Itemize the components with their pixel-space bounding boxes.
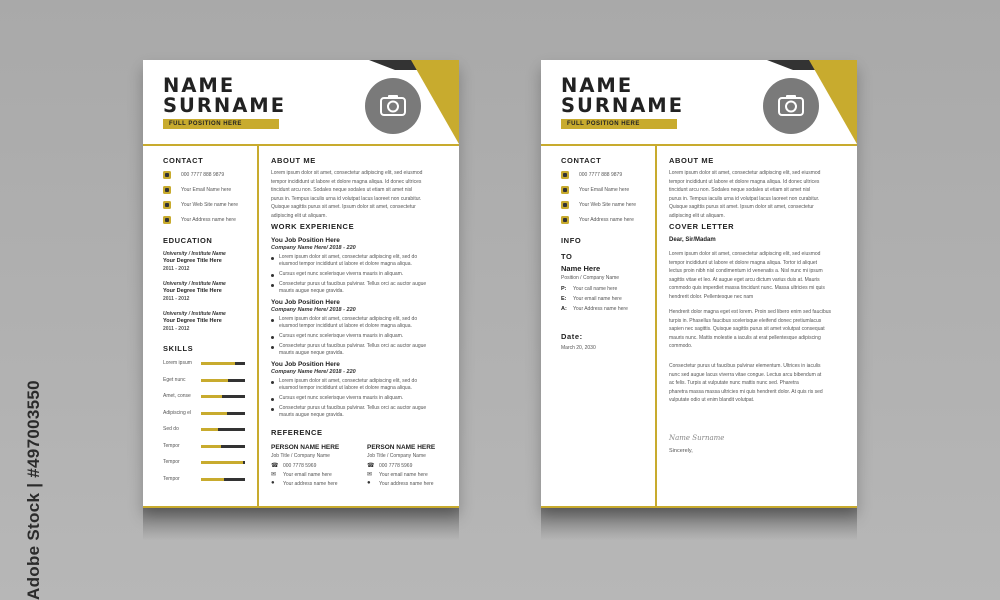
bullet-icon <box>271 346 274 349</box>
contact-heading: CONTACT <box>163 156 204 165</box>
info-phone: Your call name here <box>573 286 618 292</box>
skill-level-bar <box>201 461 245 464</box>
skill-level-bar <box>201 445 245 448</box>
location-icon <box>561 216 569 224</box>
info-heading: INFO <box>561 236 582 245</box>
reference-name: PERSON NAME HERE <box>367 444 436 451</box>
date-label: Date: <box>561 332 583 341</box>
resume-sheet <box>143 60 459 508</box>
reference-title: Job Title / Company Name <box>367 453 426 459</box>
recipient-name: Name Here <box>561 264 601 273</box>
education-years: 2011 - 2012 <box>163 266 190 272</box>
cover-name: NAME SURNAME <box>561 74 685 117</box>
skill-name: Tempor <box>163 459 180 465</box>
reference-address: Your address name here <box>379 481 434 487</box>
bullet-icon <box>271 319 274 322</box>
education-institute: University / Institute Name <box>163 281 226 287</box>
location-icon <box>163 216 171 224</box>
education-years: 2011 - 2012 <box>163 296 190 302</box>
cover-position-bar: FULL POSITION HERE <box>561 119 677 129</box>
education-degree: Your Degree Title Here <box>163 258 222 264</box>
reference-title: Job Title / Company Name <box>271 453 330 459</box>
skill-name: Eget nunc <box>163 376 186 383</box>
phone-icon <box>163 171 171 179</box>
info-address: Your Address name here <box>573 306 628 312</box>
contact-heading: CONTACT <box>561 156 602 165</box>
contact-web: Your Web Site name here <box>579 202 636 208</box>
phone-icon: ☎ <box>271 463 279 469</box>
web-icon <box>163 201 171 209</box>
job-bullet-text: Lorem ipsum dolor sit amet, consectetur adipiscing elit, sed do eiusmod tempor incididunt ut labore et dolore magna aliqua. <box>279 316 418 329</box>
job-company: Company Name Here/ 2018 - 220 <box>271 245 356 251</box>
info-email: Your email name here <box>573 296 622 302</box>
camera-icon <box>379 93 407 117</box>
contact-address: Your Address name here <box>579 217 634 223</box>
phone-icon: ☎ <box>367 463 375 469</box>
skill-level-bar <box>201 379 245 382</box>
skill-level-fill <box>201 362 235 365</box>
location-icon: ● <box>271 480 275 486</box>
reference-phone: 000 7778 5969 <box>379 463 413 469</box>
skill-level-bar <box>201 428 245 431</box>
bullet-icon <box>271 336 274 339</box>
info-to: TO <box>561 252 573 261</box>
resume-photo-placeholder[interactable] <box>365 78 421 134</box>
education-institute: University / Institute Name <box>163 311 226 317</box>
contact-email: Your Email Name here <box>579 187 630 193</box>
closing: Sincerely, <box>669 448 693 454</box>
email-icon <box>561 186 569 194</box>
bullet-icon <box>271 274 274 277</box>
job-bullet-text: Lorem ipsum dolor sit amet, consectetur adipiscing elit, sed do eiusmod tempor incididunt ut labore et dolore magna aliqua. <box>279 378 418 391</box>
contact-address: Your Address name here <box>181 217 236 223</box>
column-divider <box>257 144 259 508</box>
job-title: You Job Position Here <box>271 361 340 368</box>
skills-heading: SKILLS <box>163 344 194 353</box>
reference-email: Your email name here <box>283 472 332 478</box>
skill-level-fill <box>201 461 243 464</box>
education-heading: EDUCATION <box>163 236 213 245</box>
column-divider <box>655 144 657 508</box>
about-heading: ABOUT ME <box>271 156 316 165</box>
contact-web: Your Web Site name here <box>181 202 238 208</box>
salutation: Dear, Sir/Madam <box>669 237 716 243</box>
skill-level-bar <box>201 362 245 365</box>
skill-level-fill <box>201 395 222 398</box>
stock-id-watermark: Adobe Stock | #497003550 <box>24 380 43 600</box>
about-text: Lorem ipsum dolor sit amet, consectetur adipiscing elit, sed eiusmod tempor incididunt ut labore et dolore magna aliqua. Id donec ultrices tincidunt arcu non. Sodales neque sodales ut etiam sit amet nisl purus in. Tempus iaculis urna id volutpat lacus laoreet non curabitur. Quisque sagittis purus sit amet. Ipsum dolor sit amet, consectetur adipiscing elit ut aliquam. <box>271 170 423 219</box>
education-institute: University / Institute Name <box>163 251 226 257</box>
letter-paragraph-3: Consectetur purus ut faucibus pulvinar elementum. Ultrices in iaculis nunc sed augue lacus viverra vitae congue. Lectus arcu bibendum at ac felis. Turpis at vulputate nunc mattis nunc sed. Pharetra pharetra massa massa ultricies mi quis hendrerit dolor. At quis ris sed vulputate odio ut enim blandit volutpat. <box>669 363 823 404</box>
email-icon <box>163 186 171 194</box>
work-heading: WORK EXPERIENCE <box>271 222 355 231</box>
resume-position-bar: FULL POSITION HERE <box>163 119 279 129</box>
job-bullet-text: Cursus eget nunc scelerisque viverra mauris in aliquam. <box>279 271 404 277</box>
reference-address: Your address name here <box>283 481 338 487</box>
skill-level-bar <box>201 412 245 415</box>
skill-name: Lorem ipsum <box>163 360 192 366</box>
reference-phone: 000 7778 5969 <box>283 463 317 469</box>
info-label: A: <box>561 306 567 312</box>
skill-level-fill <box>201 445 221 448</box>
reference-email: Your email name here <box>379 472 428 478</box>
web-icon <box>561 201 569 209</box>
about-heading: ABOUT ME <box>669 156 714 165</box>
phone-icon <box>561 171 569 179</box>
skill-level-bar <box>201 395 245 398</box>
about-text: Lorem ipsum dolor sit amet, consectetur adipiscing elit, sed eiusmod tempor incididunt ut labore et dolore magna aliqua. Id donec ultrices tincidunt arcu non. Sodales neque sodales ut etiam sit amet nisl purus in. Tempus iaculis urna id volutpat lacus laoreet non curabitur. Quisque sagittis purus sit amet. Ipsum dolor sit amet, consectetur adipiscing elit ut aliquam. <box>669 170 821 219</box>
skill-name: Sed do <box>163 426 179 432</box>
resume-shadow <box>143 506 459 540</box>
cover-letter-heading: COVER LETTER <box>669 222 735 231</box>
education-years: 2011 - 2012 <box>163 326 190 332</box>
letter-date: March 20, 2030 <box>561 345 596 351</box>
letter-paragraph-2: Hendrerit dolor magna eget est lorem. Proin sed libero enim sed faucibus turpis in. Phasellus faucibus scelerisque eleifend donec pretiumlacus sapien nec sagittis. Quisque sagittis purus sit amet volutpat consequat mauris nunc. Mattis molestie a iaculis at erat pellentesque adipiscing commodo. <box>669 309 832 350</box>
bottom-divider <box>143 506 459 508</box>
skill-name: Amet, conse <box>163 393 191 399</box>
job-bullet-text: Cursus eget nunc scelerisque viverra mauris in aliquam. <box>279 333 404 339</box>
job-title: You Job Position Here <box>271 237 340 244</box>
reference-heading: REFERENCE <box>271 428 323 437</box>
bottom-divider <box>541 506 857 508</box>
cover-letter-sheet <box>541 60 857 508</box>
education-degree: Your Degree Title Here <box>163 288 222 294</box>
skill-name: Tempor <box>163 475 180 482</box>
info-label: P: <box>561 286 567 292</box>
cover-shadow <box>541 506 857 540</box>
letter-paragraph-1: Lorem ipsum dolor sit amet, consectetur adipiscing elit, sed eiusmod tempor incididunt ut labore et dolore magna aliqua. Tortor id aliquet lectus proin nibh nisl condimentum id venenatis a. Nisl nunc mi ipsum sagittis vitae et leo. At augue eget arcu dictum varius duis at. Mauris commodo quis imperdiet massa tincidunt nunc. Massa ultricies mi quis hendrerit dolor. Pellentesque nec nam <box>669 251 825 300</box>
reference-name: PERSON NAME HERE <box>271 444 340 451</box>
camera-icon <box>777 93 805 117</box>
location-icon: ● <box>367 480 371 486</box>
skill-name: Adipiscing el <box>163 409 192 416</box>
job-bullet-text: Consectetur purus ut faucibus pulvinar. Tellus orci ac auctor augue mauris augue neque gravida. <box>279 405 427 418</box>
job-company: Company Name Here/ 2018 - 220 <box>271 369 356 375</box>
contact-phone: 000 7777 888 9879 <box>181 172 225 178</box>
skill-name: Tempor <box>163 442 180 449</box>
email-icon: ✉ <box>367 472 373 478</box>
signature: Name Surname <box>669 434 725 442</box>
contact-email: Your Email Name here <box>181 187 232 193</box>
job-bullet-text: Consectetur purus ut faucibus pulvinar. Tellus orci ac auctor augue mauris augue neque gravida. <box>279 343 427 356</box>
cover-photo-placeholder[interactable] <box>763 78 819 134</box>
email-icon: ✉ <box>271 472 277 478</box>
job-bullet-text: Lorem ipsum dolor sit amet, consectetur adipiscing elit, sed do eiusmod tempor incididunt ut labore et dolore magna aliqua. <box>279 254 418 267</box>
bullet-icon <box>271 257 274 260</box>
resume-name: NAME SURNAME <box>163 74 287 117</box>
header-divider <box>541 144 857 146</box>
skill-level-fill <box>201 428 218 431</box>
job-bullet-text: Cursus eget nunc scelerisque viverra mauris in aliquam. <box>279 395 404 401</box>
job-title: You Job Position Here <box>271 299 340 306</box>
job-company: Company Name Here/ 2018 - 220 <box>271 307 356 313</box>
contact-phone: 000 7777 888 9879 <box>579 172 623 178</box>
bullet-icon <box>271 398 274 401</box>
recipient-position: Position / Company Name <box>561 275 620 281</box>
info-label: E: <box>561 296 567 302</box>
bullet-icon <box>271 284 274 287</box>
skill-level-fill <box>201 379 228 382</box>
bullet-icon <box>271 381 274 384</box>
job-bullet-text: Consectetur purus ut faucibus pulvinar. Tellus orci ac auctor augue mauris augue neque gravida. <box>279 281 427 294</box>
header-divider <box>143 144 459 146</box>
skill-level-bar <box>201 478 245 481</box>
skill-level-fill <box>201 412 227 415</box>
education-degree: Your Degree Title Here <box>163 318 222 324</box>
bullet-icon <box>271 408 274 411</box>
skill-level-fill <box>201 478 224 481</box>
